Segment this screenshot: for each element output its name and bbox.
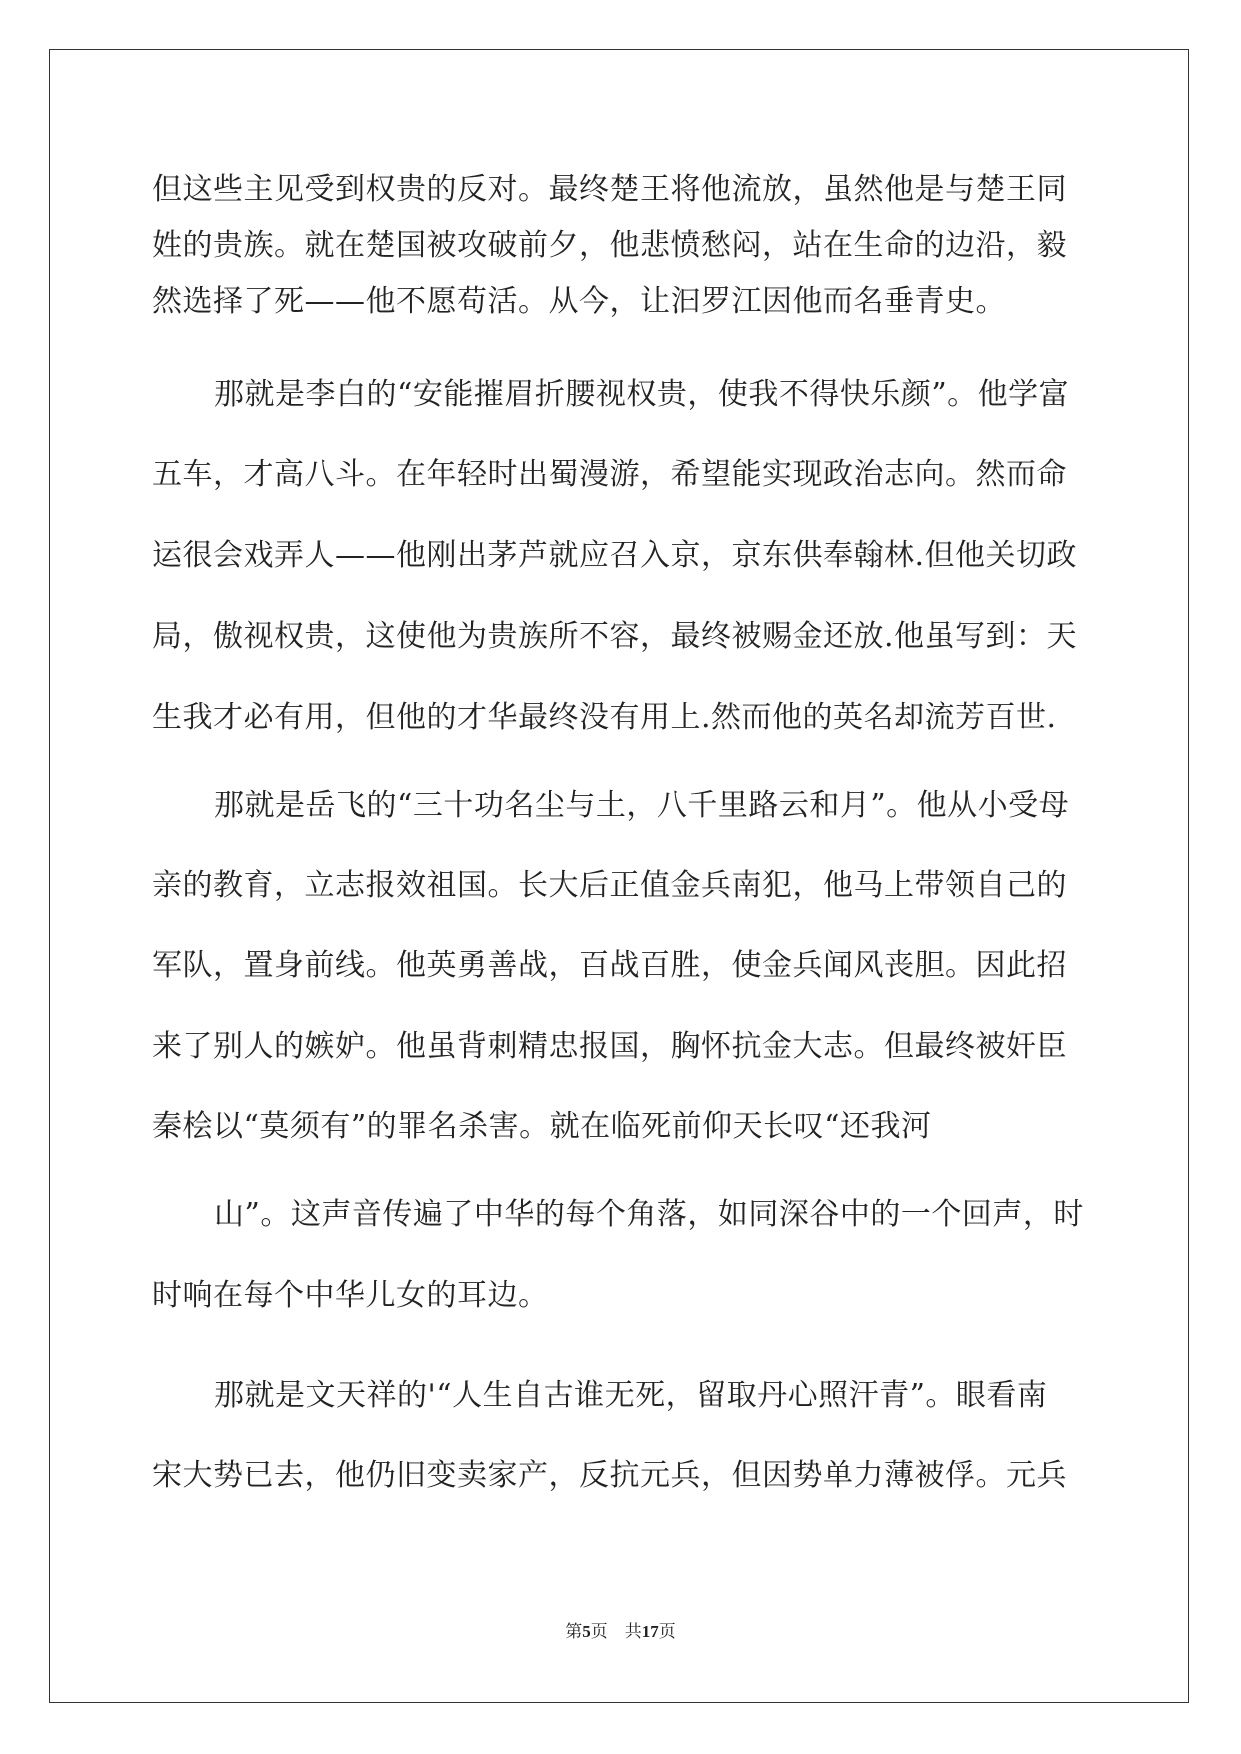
paragraph-first-line: 那就是文天祥的'“人生自古谁无死，留取丹心照汗青”。眼看南 (214, 1378, 1048, 1413)
page-footer (0, 1620, 1241, 1644)
text-line: 然选择了死——他不愿苟活。从今，让汩罗江因他而名垂青史。 (152, 284, 1006, 319)
text-line: 五车，才高八斗。在年轻时出蜀漫游，希望能实现政治志向。然而命 (152, 457, 1067, 492)
text-line: 军队，置身前线。他英勇善战，百战百胜，使金兵闻风丧胆。因此招 (152, 948, 1067, 983)
text-line: 时响在每个中华儿女的耳边。 (152, 1278, 549, 1313)
text-line: 运很会戏弄人——他刚出茅芦就应召入京，京东供奉翰林.但他关切政 (152, 538, 1078, 573)
text-line: 秦桧以“莫须有”的罪名杀害。就在临死前仰天长叹“还我河 (152, 1109, 932, 1144)
text-line: 宋大势已去，他仍旧变卖家产，反抗元兵，但因势单力薄被俘。元兵 (152, 1458, 1067, 1493)
text-line: 但这些主见受到权贵的反对。最终楚王将他流放，虽然他是与楚王同 (152, 172, 1067, 207)
footer-total-unit: 页 (658, 1622, 676, 1641)
text-line: 来了别人的嫉妒。他虽背刺精忠报国，胸怀抗金大志。但最终被奸臣 (152, 1029, 1067, 1064)
paragraph-first-line: 那就是李白的“安能摧眉折腰视权贵，使我不得快乐颜”。他学富 (214, 377, 1070, 412)
footer-prefix: 第 (565, 1622, 583, 1641)
paragraph-first-line: 山”。这声音传遍了中华的每个角落，如同深谷中的一个回声，时 (214, 1197, 1084, 1232)
text-line: 生我才必有用，但他的才华最终没有用上.然而他的英名却流芳百世. (152, 700, 1057, 735)
total-page-count: 17 (641, 1622, 659, 1641)
paragraph-first-line: 那就是岳飞的“三十功名尘与土，八千里路云和月”。他从小受母 (214, 788, 1070, 823)
text-line: 局，傲视权贵，这使他为贵族所不容，最终被赐金还放.他虽写到：天 (152, 619, 1078, 654)
current-page-number: 5 (582, 1622, 591, 1641)
footer-page-unit: 页 (590, 1622, 608, 1641)
text-line: 亲的教育，立志报效祖国。长大后正值金兵南犯，他马上带领自己的 (152, 868, 1067, 903)
footer-total-prefix: 共 (624, 1622, 642, 1641)
text-line: 姓的贵族。就在楚国被攻破前夕，他悲愤愁闷，站在生命的边沿，毅 (152, 228, 1067, 263)
